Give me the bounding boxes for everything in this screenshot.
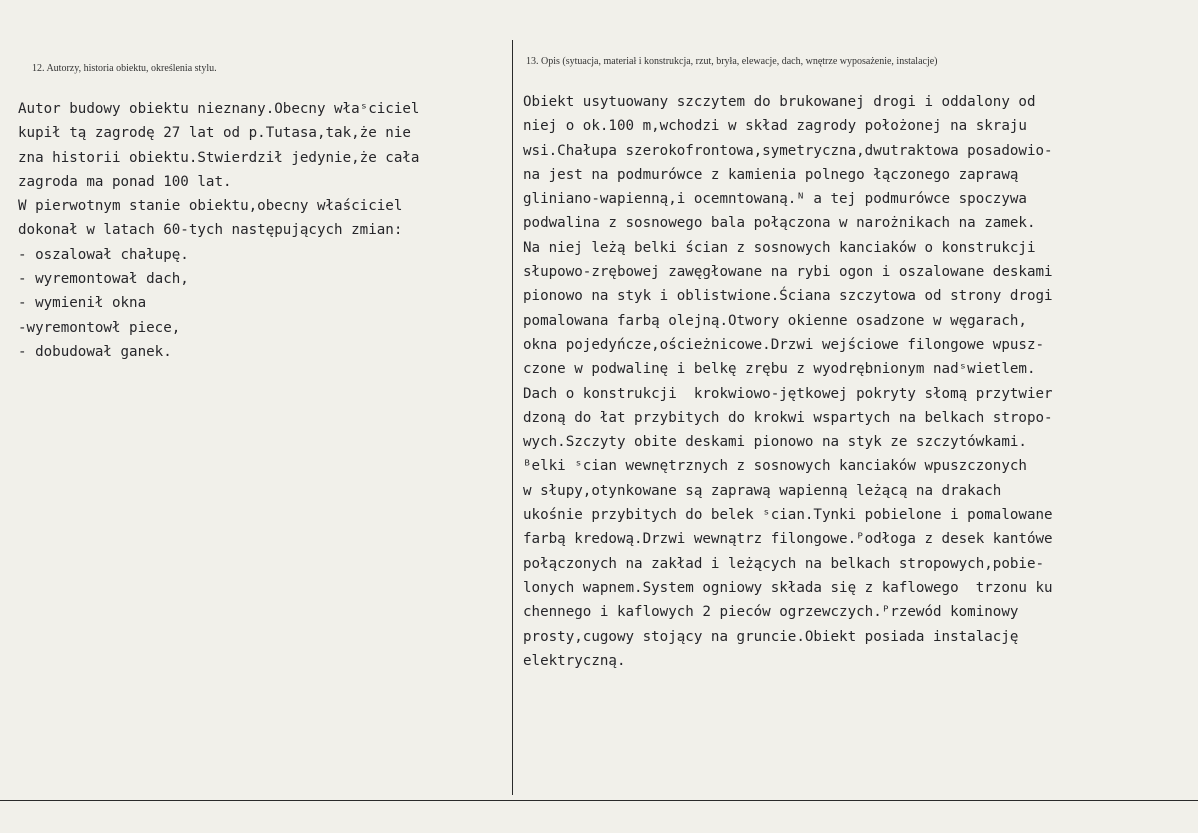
column-divider <box>512 40 513 795</box>
text-line: kupił tą zagrodę 27 lat od p.Tutasa,tak,że nie <box>18 125 411 142</box>
text-line: prosty,cugowy stojący na gruncie.Obiekt posiada instalację <box>523 628 1019 645</box>
text-line: ᴮelki ˢcian wewnętrznych z sosnowych kanciaków wpuszczonych <box>523 458 1027 475</box>
text-line: wych.Szczyty obite deskami pionowo na styk ze szczytówkami. <box>523 434 1027 451</box>
text-line: lonych wapnem.System ogniowy składa się z kaflowego trzonu ku <box>523 579 1053 596</box>
text-line: W pierwotnym stanie obiektu,obecny właściciel <box>18 198 403 215</box>
text-line: czone w podwalinę i belkę zrębu z wyodrębnionym nadˢwietlem. <box>523 361 1036 378</box>
text-line: - wymienił okna <box>18 295 147 312</box>
text-line: dzoną do łat przybitych do krokwi wspartych na belkach stropo- <box>523 409 1053 426</box>
text-line: połączonych na zakład i leżących na belkach stropowych,pobie- <box>523 555 1045 572</box>
text-line: Na niej leżą belki ścian z sosnowych kanciaków o konstrukcji <box>523 239 1036 256</box>
text-line: na jest na podmurówce z kamienia polnego łączonego zaprawą <box>523 166 1019 183</box>
text-line: chennego i kaflowych 2 pieców ogrzewczych.ᴾrzewód kominowy <box>523 604 1019 621</box>
text-line: Autor budowy obiektu nieznany.Obecny właˢciciel <box>18 101 420 117</box>
section-12-heading: 12. Autorzy, historia obiektu, określenia stylu. <box>32 63 217 74</box>
text-line: pomalowana farbą olejną.Otwory okienne osadzone w węgarach, <box>523 312 1027 329</box>
text-line: farbą kredową.Drzwi wewnątrz filongowe.ᴾodłoga z desek kantówe <box>523 531 1053 548</box>
text-line: wsi.Chałupa szerokofrontowa,symetryczna,dwutraktowa posadowio- <box>523 142 1053 159</box>
text-line: okna pojedyńcze,ościeżnicowe.Drzwi wejściowe filongowe wpusz- <box>523 336 1045 353</box>
bottom-rule <box>0 800 1198 801</box>
text-line: gliniano-wapienną,i ocemntowaną.ᴺ a tej podmurówce spoczywa <box>523 191 1027 208</box>
text-line: - wyremontował dach, <box>18 271 189 288</box>
text-line: Obiekt usytuowany szczytem do brukowanej drogi i oddalony od <box>523 94 1036 110</box>
text-line: słupowo-zrębowej zawęgłowane na rybi ogon i oszalowane deskami <box>523 264 1053 281</box>
text-line: w słupy,otynkowane są zaprawą wapienną leżącą na drakach <box>523 482 1002 499</box>
text-line: ukośnie przybitych do belek ˢcian.Tynki pobielone i pomalowane <box>523 507 1053 524</box>
section-13-text <box>523 90 1193 673</box>
text-line: - oszalował chałupę. <box>18 246 189 263</box>
text-line: zna historii obiektu.Stwierdził jedynie,że cała <box>18 149 420 166</box>
text-line: Dach o konstrukcji krokwiowo-jętkowej pokryty słomą przytwier <box>523 385 1053 402</box>
section-12-text <box>18 97 510 364</box>
section-13-heading: 13. Opis (sytuacja, materiał i konstrukcja, rzut, bryła, elewacje, dach, wnętrze wyposażenie, instalacje) <box>526 56 938 67</box>
text-line: niej o ok.100 m,wchodzi w skład zagrody położonej na skraju <box>523 118 1027 135</box>
text-line: podwalina z sosnowego bala połączona w narożnikach na zamek. <box>523 215 1036 232</box>
text-line: -wyremontowł piece, <box>18 319 181 336</box>
text-line: zagroda ma ponad 100 lat. <box>18 173 232 190</box>
text-line: - dobudował ganek. <box>18 343 172 360</box>
text-line: pionowo na styk i oblistwione.Ściana szczytowa od strony drogi <box>523 288 1053 305</box>
text-line: dokonał w latach 60-tych następujących zmian: <box>18 222 403 239</box>
text-line: elektryczną. <box>523 652 626 669</box>
